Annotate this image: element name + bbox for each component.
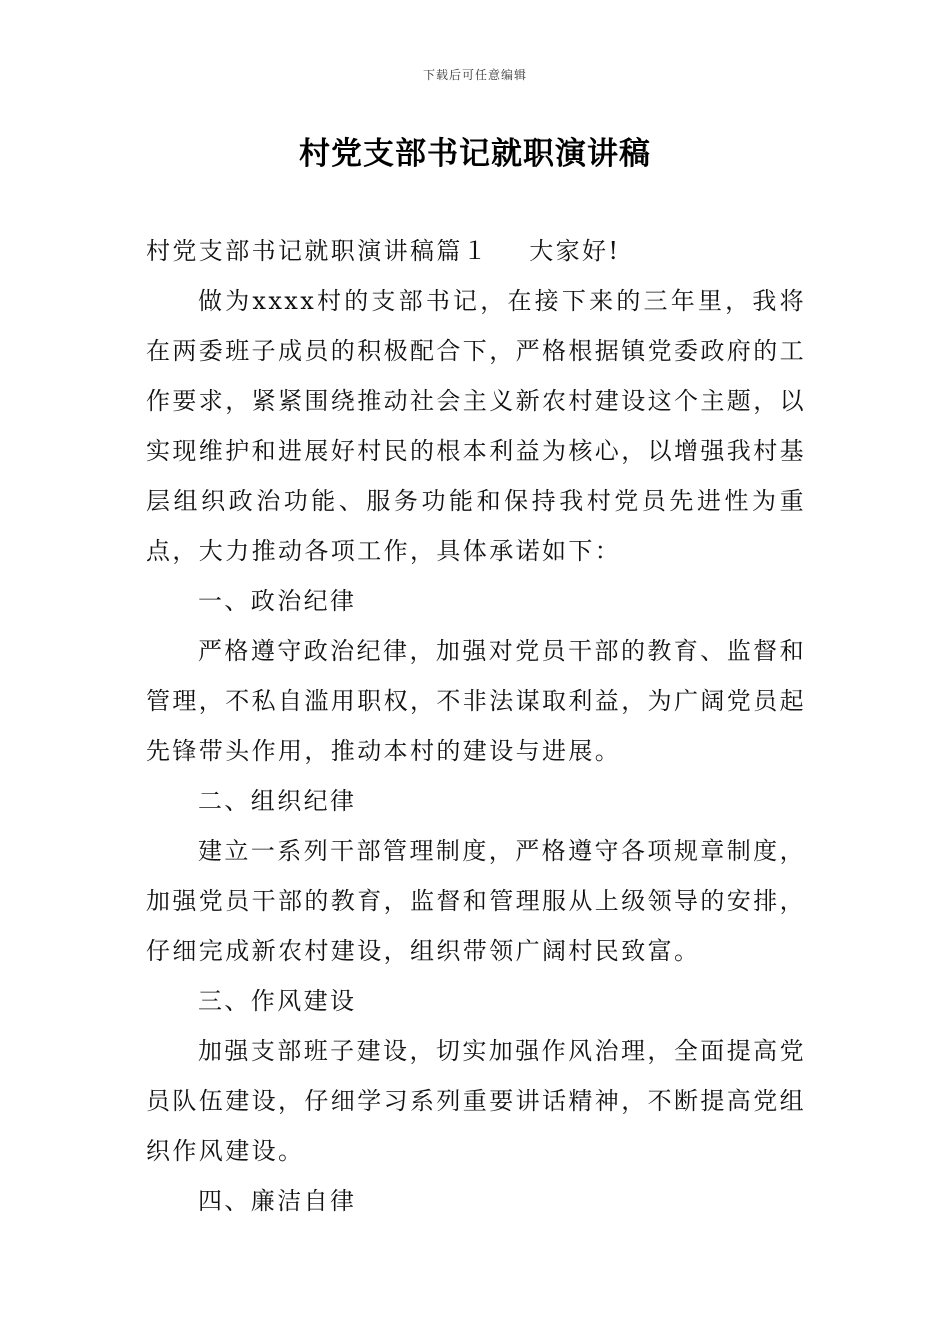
paragraph-4: 加强支部班子建设，切实加强作风治理，全面提高党员队伍建设，仔细学习系列重要讲话精神，不断提高党组织作风建设。 [146,1037,806,1165]
section-heading-1: 一、政治纪律 [198,587,357,615]
intro-subtitle: 村党支部书记就职演讲稿篇１ [146,237,490,265]
paragraph-3: 建立一系列干部管理制度，严格遵守各项规章制度，加强党员干部的教育，监督和管理服从上级领导的安排，仔细完成新农村建设，组织带领广阔村民致富。 [146,837,806,965]
intro-line [146,226,806,276]
paragraph-2: 严格遵守政治纪律，加强对党员干部的教育、监督和管理，不私自滥用职权，不非法谋取利益，为广阔党员起先锋带头作用，推动本村的建设与进展。 [146,637,806,765]
section-heading-2: 二、组织纪律 [198,787,357,815]
header-note: 下载后可任意编辑 [422,68,527,82]
section-heading-3: 三、作风建设 [198,987,357,1015]
document-body [146,226,806,1226]
section-heading-4: 四、廉洁自律 [198,1187,357,1215]
greeting: 大家好! [529,237,621,265]
document-title: 村党支部书记就职演讲稿 [299,136,651,172]
paragraph-1: 做为xxxx村的支部书记，在接下来的三年里，我将在两委班子成员的积极配合下，严格根据镇党委政府的工作要求，紧紧围绕推动社会主义新农村建设这个主题，以实现维护和进展好村民的根本利益为核心，以增强我村基层组织政治功能、服务功能和保持我村党员先进性为重点，大力推动各项工作，具体承诺如下： [146,287,806,565]
